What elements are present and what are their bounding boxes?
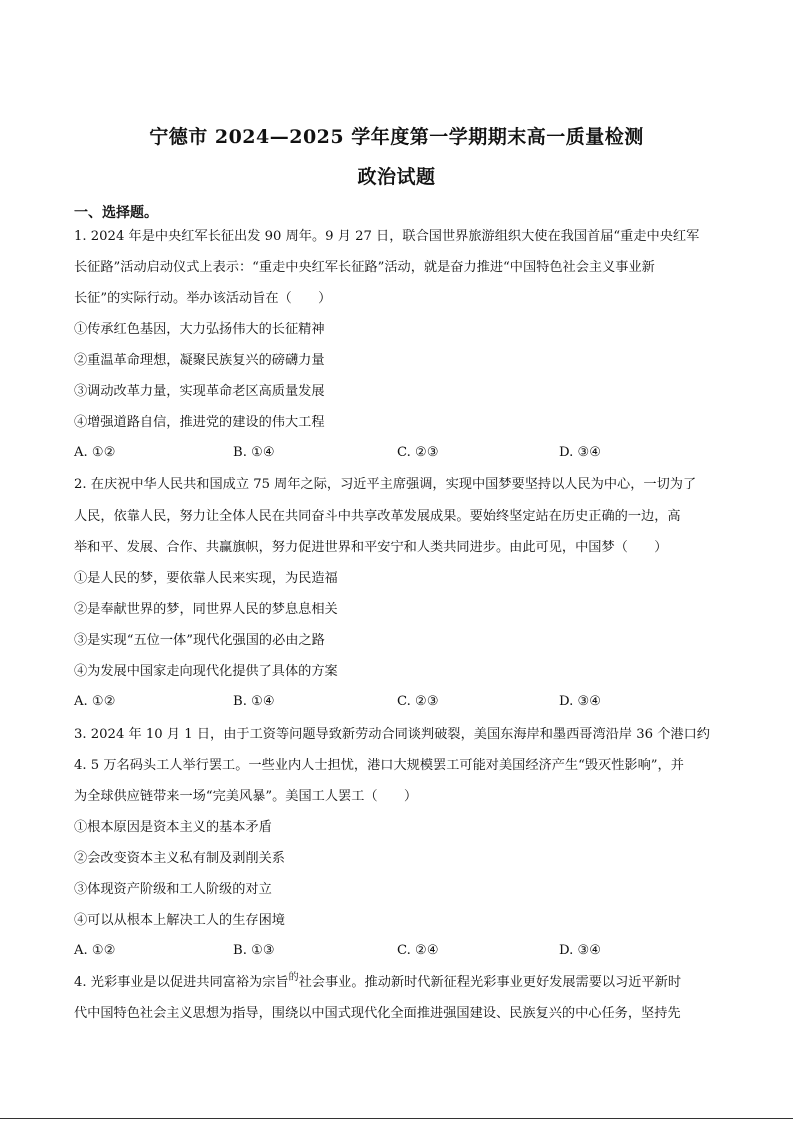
question-1-stem-line-1: 1. 2024 年是中央红军长征出发 90 周年。9 月 27 日，联合国世界旅游组织大使在我国首届“重走中央红军 — [74, 229, 700, 244]
exam-title: 宁德市 2024—2025 学年度第一学期期末高一质量检测 — [149, 126, 644, 148]
answer-choice-c: C. ②③ — [397, 445, 439, 460]
question-1-option-2: ②重温革命理想，凝聚民族复兴的磅礴力量 — [74, 353, 325, 368]
answer-choice-a: A. ①② — [74, 943, 116, 958]
question-2-option-3: ③是实现“五位一体”现代化强国的必由之路 — [74, 633, 325, 648]
question-2-stem-line-1: 2. 在庆祝中华人民共和国成立 75 周年之际，习近平主席强调，实现中国梦要坚持以人民为中心，一切为了 — [74, 477, 697, 492]
answer-choice-c: C. ②③ — [397, 694, 439, 709]
answer-choice-b: B. ①③ — [233, 943, 275, 958]
page-bottom-rule — [0, 1118, 793, 1119]
exam-subject: 政治试题 — [357, 166, 436, 188]
question-1-stem-line-2: 长征路”活动启动仪式上表示：“重走中央红军长征路”活动，就是奋力推进“中国特色社会主义事业新 — [74, 260, 655, 275]
question-4-stem-line-1 — [74, 974, 681, 993]
section-heading: 一、选择题。 — [74, 205, 158, 221]
answer-choice-c: C. ②④ — [397, 943, 439, 958]
question-4-raised-char: 的 — [288, 972, 299, 983]
answer-choice-d: D. ③④ — [559, 445, 602, 460]
answer-choice-b: B. ①④ — [233, 694, 275, 709]
question-3-answers — [0, 943, 793, 961]
answer-choice-d: D. ③④ — [559, 943, 602, 958]
question-3-stem-line-1: 3. 2024 年 10 月 1 日，由于工资等问题导致新劳动合同谈判破裂，美国东海岸和墨西哥湾沿岸 36 个港口约 — [74, 727, 710, 742]
answer-choice-a: A. ①② — [74, 694, 116, 709]
question-3-option-2: ②会改变资本主义私有制及剥削关系 — [74, 851, 285, 866]
question-4-stem-text-b: 社会事业。推动新时代新征程光彩事业更好发展需要以习近平新时 — [298, 975, 682, 990]
question-3-option-4: ④可以从根本上解决工人的生存困境 — [74, 913, 285, 928]
question-1-stem-line-3: 长征”的实际行动。举办该活动旨在（ ） — [74, 291, 332, 306]
answer-choice-b: B. ①④ — [233, 445, 275, 460]
question-2-answers — [0, 694, 793, 712]
answer-choice-a: A. ①② — [74, 445, 116, 460]
question-2-stem-line-3: 举和平、发展、合作、共赢旗帜，努力促进世界和平安宁和人类共同进步。由此可见，中国梦（ ） — [74, 540, 668, 555]
question-3-option-1: ①根本原因是资本主义的基本矛盾 — [74, 820, 272, 835]
question-2-stem-line-2: 人民，依靠人民，努力让全体人民在共同奋斗中共享改革发展成果。要始终坚定站在历史正确的一边，高 — [74, 509, 681, 524]
question-3-stem-line-3: 为全球供应链带来一场“完美风暴”。美国工人罢工（ ） — [74, 789, 418, 804]
question-3-option-3: ③体现资产阶级和工人阶级的对立 — [74, 882, 272, 897]
answer-choice-d: D. ③④ — [559, 694, 602, 709]
question-2-option-1: ①是人民的梦，要依靠人民来实现，为民造福 — [74, 571, 338, 586]
question-1-option-1: ①传承红色基因，大力弘扬伟大的长征精神 — [74, 322, 325, 337]
question-2-option-2: ②是奉献世界的梦，同世界人民的梦息息相关 — [74, 602, 338, 617]
question-2-option-4: ④为发展中国家走向现代化提供了具体的方案 — [74, 664, 338, 679]
question-4-stem-line-2: 代中国特色社会主义思想为指导，围绕以中国式现代化全面推进强国建设、民族复兴的中心任务，坚持先 — [74, 1006, 681, 1021]
question-3-stem-line-2: 4. 5 万名码头工人举行罢工。一些业内人士担忧，港口大规模罢工可能对美国经济产生“毁灭性影响”，并 — [74, 758, 684, 773]
question-1-answers — [0, 445, 793, 463]
question-1-option-4: ④增强道路自信，推进党的建设的伟大工程 — [74, 415, 325, 430]
question-4-stem-text-a: 4. 光彩事业是以促进共同富裕为宗旨 — [74, 975, 289, 990]
question-1-option-3: ③调动改革力量，实现革命老区高质量发展 — [74, 384, 325, 399]
